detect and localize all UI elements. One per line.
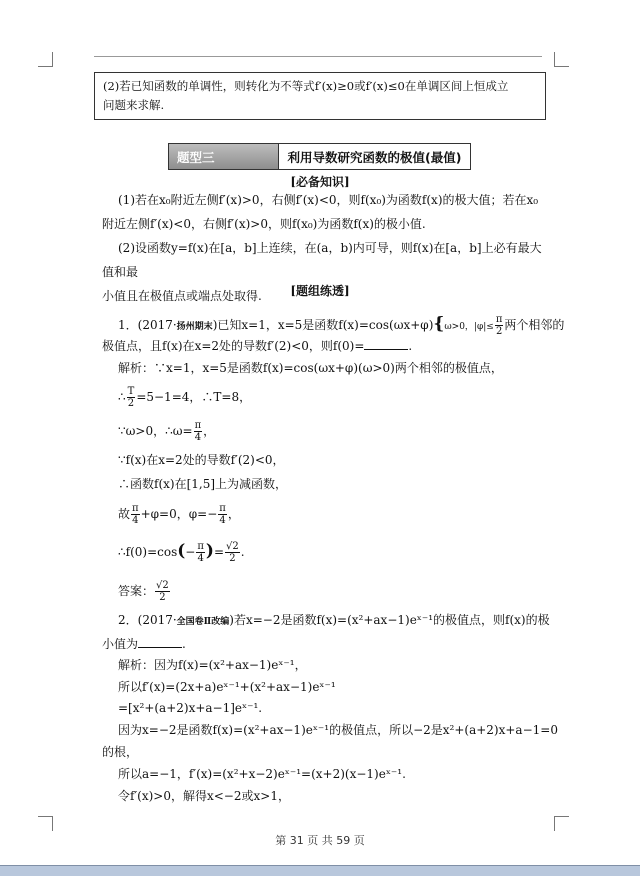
frac-den: 2 [229,553,236,564]
q1-condition: ω>0，|φ|≤ [444,322,494,332]
frac-num: √2 [156,580,169,591]
header-rule [94,56,542,57]
sol2-line-5: 的根， [102,745,139,759]
sol1-l3-post: ， [203,424,216,438]
sol2-line-1: 解析：因为f(x)=(x²+ax−1)eˣ⁻¹， [118,658,307,672]
tip-line-1: (2)若已知函数的单调性，则转化为不等式f′(x)≥0或f′(x)≤0在单调区间上恒成立 [103,79,509,93]
frac-t-over-2 [127,386,136,409]
sol1-l3-pre: ∵ω>0，∴ω= [118,424,193,438]
tip-line-2: 问题来求解. [103,98,165,112]
sol1-l7-pre: ∴f(0)=cos [118,545,178,559]
sol1-l7-arg: − [185,545,196,559]
right-paren-icon: ) [205,541,214,561]
frac-num: π [194,420,202,431]
knowledge-p1 [102,188,542,236]
knowledge-p1-b: 附近左侧f′(x)<0，右侧f′(x)>0，则f(x₀)为函数f(x)的极小值. [102,217,426,231]
q2-stem-end: . [182,637,186,651]
sol1-line-7 [118,541,245,564]
q1-stem-a: )已知x=1，x=5是函数f(x)=cos(ωx+φ) [212,318,434,332]
sol1-answer [118,580,171,603]
sol1-line-5: ∴函数f(x)在[1,5]上为减函数， [118,477,288,491]
page-footer: 第 31 页 共 59 页 [275,834,365,847]
knowledge-p2-b: 小值且在极值点或端点处取得. [102,289,262,303]
knowledge-p1-a: (1)若在x₀附近左侧f′(x)>0，右侧f′(x)<0，则f(x₀)为函数f(x)的极大值；若在x₀ [118,193,539,207]
q1-line-2 [102,338,412,354]
left-brace-icon: { [433,314,445,334]
crop-mark-bottom-left [38,816,53,831]
frac-den: 4 [219,515,226,526]
q2-stem-a: )若x=−2是函数f(x)=(x²+ax−1)eˣ⁻¹的极值点，则f(x)的极 [229,613,550,627]
section-banner [168,143,471,170]
q2-stem-b: 小值为 [102,637,139,651]
frac-num: π [197,541,204,552]
frac-pi-over-4 [194,420,203,443]
q2-line-2 [102,636,186,652]
answer-label: 答案： [118,584,155,598]
answer-blank [138,637,182,648]
answer-blank [364,339,408,350]
heading-practice: [题组练透] [290,284,350,298]
q1-cond-num: π [495,314,503,325]
sol1-l7-mid: = [213,545,225,559]
answer-frac [155,580,170,603]
frac-root2-over-2 [225,541,240,564]
left-paren-icon: ( [177,541,186,561]
frac-den: 2 [159,592,166,603]
q1-source: 扬州期末 [176,322,213,332]
sol2-line-3: =[x²+(a+2)x+a−1]eˣ⁻¹. [118,701,263,715]
crop-mark-bottom-right [554,816,569,831]
q1-cond-frac [495,314,504,337]
q1-stem-b: 两个相邻的 [504,318,565,332]
sol2-line-2: 所以f′(x)=(2x+a)eˣ⁻¹+(x²+ax−1)eˣ⁻¹ [118,680,336,694]
q1-stem-end: . [408,339,413,353]
sol1-l7-post: . [240,545,245,559]
frac-den: 4 [197,553,204,564]
q2-source: 全国卷Ⅱ改编 [176,617,230,627]
sol1-line-2 [118,386,251,409]
heading-knowledge: [必备知识] [290,175,350,189]
frac-den: 2 [127,398,135,409]
frac-pi-over-4 [131,503,140,526]
frac-num: π [132,503,139,514]
banner-tag: 题型三 [169,144,279,169]
tip-box [94,72,546,120]
crop-mark-top-left [38,52,53,67]
sol2-line-7: 令f′(x)>0，解得x<−2或x>1， [118,789,290,803]
q1-line-1 [118,314,564,337]
frac-den: 4 [194,432,202,443]
sol1-l6-pre: 故 [118,507,131,521]
q1-prefix: 1．(2017· [118,318,177,332]
knowledge-p2-a: (2)设函数y=f(x)在[a，b]上连续，在(a，b)内可导，则f(x)在[a，b]上必有最大值和最 [102,241,542,279]
q1-cond-den: 2 [495,326,503,337]
sol2-line-4: 因为x=−2是函数f(x)=(x²+ax−1)eˣ⁻¹的极值点，所以−2是x²+(a+2)x+a−1=0 [118,723,558,737]
banner-title: 利用导数研究函数的极值(最值) [287,149,462,165]
taskbar [0,865,640,876]
q1-stem-c: 极值点，且f(x)在x=2处的导数f′(2)<0，则f(0)= [102,339,365,353]
frac-pi-over-4 [218,503,227,526]
crop-mark-top-right [554,52,569,67]
frac-pi-over-4 [196,541,205,564]
sol1-line-6 [118,503,240,526]
sol1-l6-mid: +φ=0，φ=− [140,507,218,521]
sol2-line-6: 所以a=−1，f′(x)=(x²+x−2)eˣ⁻¹=(x+2)(x−1)eˣ⁻¹. [118,767,406,781]
frac-den: 4 [132,515,139,526]
frac-num: T [127,386,135,397]
sol1-line-3 [118,420,215,443]
frac-num: √2 [226,541,239,552]
sol1-l2-pre: ∴ [118,390,126,404]
frac-num: π [219,503,226,514]
sol1-line-4: ∵f(x)在x=2处的导数f′(2)<0， [118,453,285,467]
sol1-l6-post: ， [227,507,240,521]
sol1-line-1: 解析：∵x=1，x=5是函数f(x)=cos(ωx+φ)(ω>0)两个相邻的极值点， [118,361,503,375]
q2-prefix: 2．(2017· [118,613,177,627]
sol1-l2-post: =5−1=4，∴T=8， [136,390,252,404]
q2-line-1 [118,612,550,630]
